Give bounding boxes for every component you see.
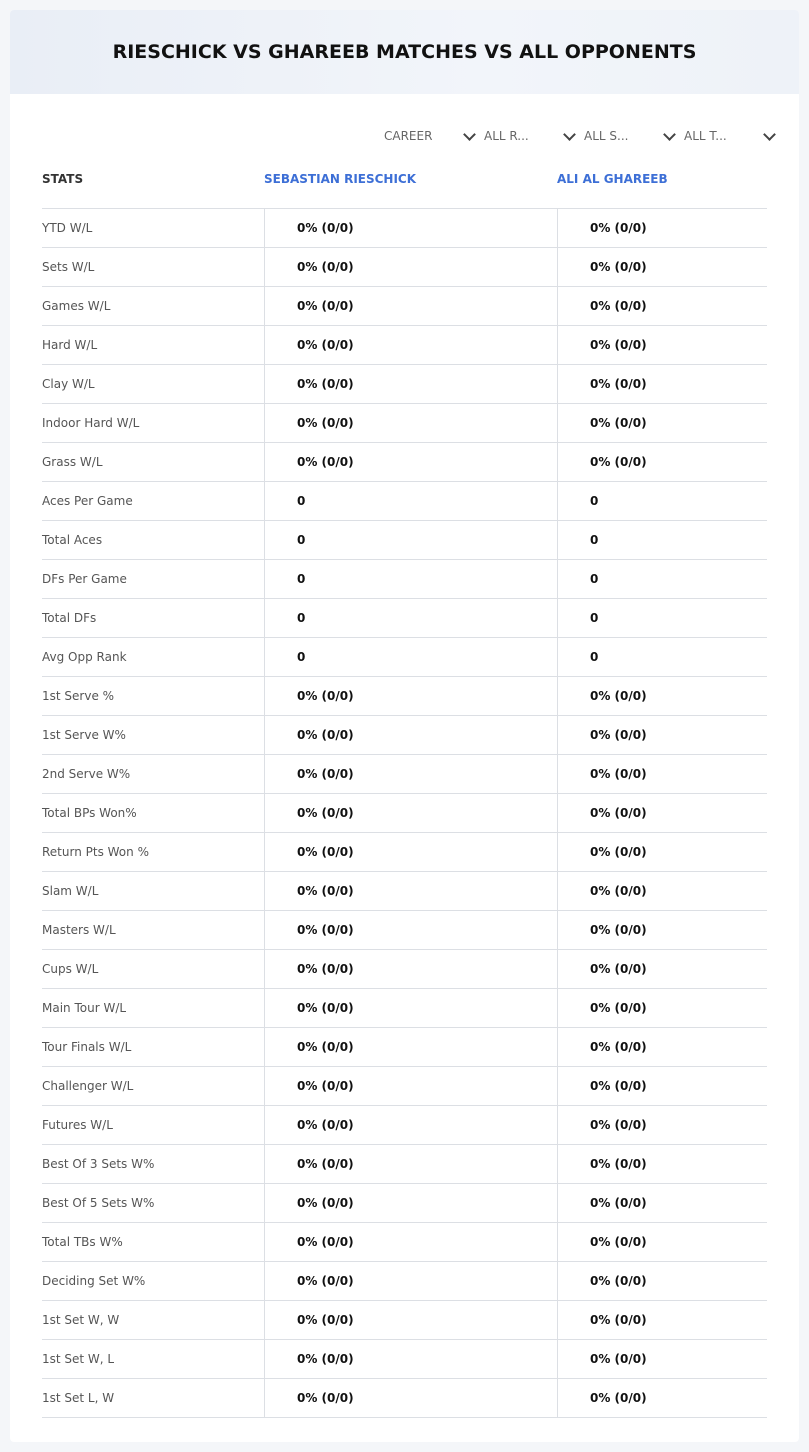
player2-stat-value: 0% (0/0) [557,911,767,949]
column-header-stats: STATS [42,172,84,186]
stat-label: DFs Per Game [42,572,127,586]
table-row [42,326,767,365]
player1-stat-value: 0% (0/0) [264,989,557,1027]
player2-stat-value: 0% (0/0) [557,248,767,286]
stat-label: YTD W/L [42,221,93,235]
table-header [42,168,767,209]
player1-stat-value: 0% (0/0) [264,1106,557,1144]
player2-stat-value: 0% (0/0) [557,677,767,715]
table-row [42,365,767,404]
player1-stat-value: 0% (0/0) [264,326,557,364]
player1-stat-value: 0 [264,521,557,559]
table-row [42,677,767,716]
stat-label: Total Aces [42,533,103,547]
player2-stat-value: 0 [557,482,767,520]
player1-stat-value: 0% (0/0) [264,950,557,988]
stat-label: 1st Set W, W [42,1313,120,1327]
player1-stat-value: 0 [264,482,557,520]
player1-stat-value: 0% (0/0) [264,1301,557,1339]
table-row [42,1379,767,1418]
table-row [42,755,767,794]
stat-label: 1st Serve W% [42,728,126,742]
chevron-down-icon [563,128,576,141]
player2-stat-value: 0% (0/0) [557,365,767,403]
filter-bar [384,127,784,145]
stat-label: Sets W/L [42,260,95,274]
stat-label: Grass W/L [42,455,103,469]
player2-stat-value: 0% (0/0) [557,287,767,325]
stat-label: 1st Serve % [42,689,115,703]
player2-stat-value: 0% (0/0) [557,1379,767,1417]
chevron-down-icon [763,128,776,141]
stat-label: Hard W/L [42,338,98,352]
table-row [42,872,767,911]
stat-label: Indoor Hard W/L [42,416,140,430]
player2-stat-value: 0% (0/0) [557,1301,767,1339]
player2-stat-value: 0% (0/0) [557,950,767,988]
player1-stat-value: 0% (0/0) [264,1184,557,1222]
player2-stat-value: 0% (0/0) [557,1067,767,1105]
page-title: RIESCHICK VS GHAREEB MATCHES VS ALL OPPONENTS [112,41,697,63]
table-row [42,794,767,833]
player2-name-link[interactable]: ALI AL GHAREEB [557,172,668,186]
player2-stat-value: 0 [557,560,767,598]
stat-label: Main Tour W/L [42,1001,127,1015]
stat-label: Slam W/L [42,884,99,898]
table-row [42,1340,767,1379]
stat-label: Best Of 5 Sets W% [42,1196,155,1210]
stats-table-body [42,209,767,1418]
table-row [42,1106,767,1145]
stat-label: Aces Per Game [42,494,133,508]
table-row [42,950,767,989]
player1-stat-value: 0% (0/0) [264,1145,557,1183]
stat-label: Best Of 3 Sets W% [42,1157,155,1171]
stat-label: Total DFs [42,611,97,625]
table-row [42,989,767,1028]
table-row [42,1028,767,1067]
player1-stat-value: 0% (0/0) [264,1340,557,1378]
stat-label: Tour Finals W/L [42,1040,132,1054]
filter-tournament-select[interactable] [684,127,784,145]
filter-period-select[interactable] [384,127,484,145]
table-row [42,482,767,521]
player2-stat-value: 0 [557,599,767,637]
stat-label: Avg Opp Rank [42,650,127,664]
player1-stat-value: 0% (0/0) [264,716,557,754]
stat-label: Cups W/L [42,962,99,976]
player2-stat-value: 0% (0/0) [557,209,767,247]
filter-tournament-label: ALL T... [684,129,727,143]
player2-stat-value: 0% (0/0) [557,794,767,832]
player1-stat-value: 0 [264,638,557,676]
table-row [42,560,767,599]
table-row [42,287,767,326]
table-row [42,521,767,560]
table-row [42,716,767,755]
player1-stat-value: 0% (0/0) [264,365,557,403]
player2-stat-value: 0 [557,638,767,676]
stat-label: 2nd Serve W% [42,767,131,781]
player1-stat-value: 0% (0/0) [264,1067,557,1105]
stat-label: Total TBs W% [42,1235,123,1249]
stat-label: Games W/L [42,299,111,313]
player1-stat-value: 0% (0/0) [264,1379,557,1417]
table-row [42,1262,767,1301]
player2-stat-value: 0% (0/0) [557,443,767,481]
chevron-down-icon [463,128,476,141]
table-row [42,248,767,287]
player1-stat-value: 0% (0/0) [264,1262,557,1300]
player2-stat-value: 0% (0/0) [557,833,767,871]
player2-stat-value: 0% (0/0) [557,326,767,364]
stat-label: Futures W/L [42,1118,113,1132]
player1-stat-value: 0 [264,560,557,598]
player2-stat-value: 0 [557,521,767,559]
player2-stat-value: 0% (0/0) [557,404,767,442]
player1-stat-value: 0% (0/0) [264,287,557,325]
table-row [42,638,767,677]
table-row [42,1223,767,1262]
player1-name-link[interactable]: SEBASTIAN RIESCHICK [264,172,417,186]
player2-stat-value: 0% (0/0) [557,1223,767,1261]
table-row [42,209,767,248]
player1-stat-value: 0% (0/0) [264,677,557,715]
player1-stat-value: 0% (0/0) [264,248,557,286]
player2-stat-value: 0% (0/0) [557,1340,767,1378]
filter-surface-label: ALL S... [584,129,629,143]
filter-surface-select[interactable] [584,127,684,145]
table-row [42,911,767,950]
stat-label: Challenger W/L [42,1079,134,1093]
player1-stat-value: 0% (0/0) [264,872,557,910]
player2-stat-value: 0% (0/0) [557,1106,767,1144]
stats-card [10,10,799,1442]
player2-stat-value: 0% (0/0) [557,755,767,793]
table-row [42,404,767,443]
card-header [10,10,799,94]
player2-stat-value: 0% (0/0) [557,1145,767,1183]
stat-label: 1st Set L, W [42,1391,115,1405]
player1-stat-value: 0% (0/0) [264,755,557,793]
player2-stat-value: 0% (0/0) [557,872,767,910]
player1-stat-value: 0 [264,599,557,637]
player2-stat-value: 0% (0/0) [557,1184,767,1222]
player1-stat-value: 0% (0/0) [264,1028,557,1066]
stat-label: Clay W/L [42,377,95,391]
table-row [42,1301,767,1340]
table-row [42,599,767,638]
table-row [42,443,767,482]
table-row [42,1145,767,1184]
table-row [42,1067,767,1106]
filter-round-label: ALL R... [484,129,529,143]
table-row [42,1184,767,1223]
player1-stat-value: 0% (0/0) [264,911,557,949]
player2-stat-value: 0% (0/0) [557,1262,767,1300]
player1-stat-value: 0% (0/0) [264,1223,557,1261]
stat-label: Return Pts Won % [42,845,149,859]
player2-stat-value: 0% (0/0) [557,716,767,754]
stat-label: Deciding Set W% [42,1274,146,1288]
filter-round-select[interactable] [484,127,584,145]
player2-stat-value: 0% (0/0) [557,1028,767,1066]
player2-stat-value: 0% (0/0) [557,989,767,1027]
player1-stat-value: 0% (0/0) [264,404,557,442]
stat-label: 1st Set W, L [42,1352,115,1366]
stat-label: Masters W/L [42,923,116,937]
player1-stat-value: 0% (0/0) [264,209,557,247]
chevron-down-icon [663,128,676,141]
table-row [42,833,767,872]
stat-label: Total BPs Won% [42,806,137,820]
player1-stat-value: 0% (0/0) [264,833,557,871]
player1-stat-value: 0% (0/0) [264,443,557,481]
filter-period-label: CAREER [384,129,433,143]
player1-stat-value: 0% (0/0) [264,794,557,832]
